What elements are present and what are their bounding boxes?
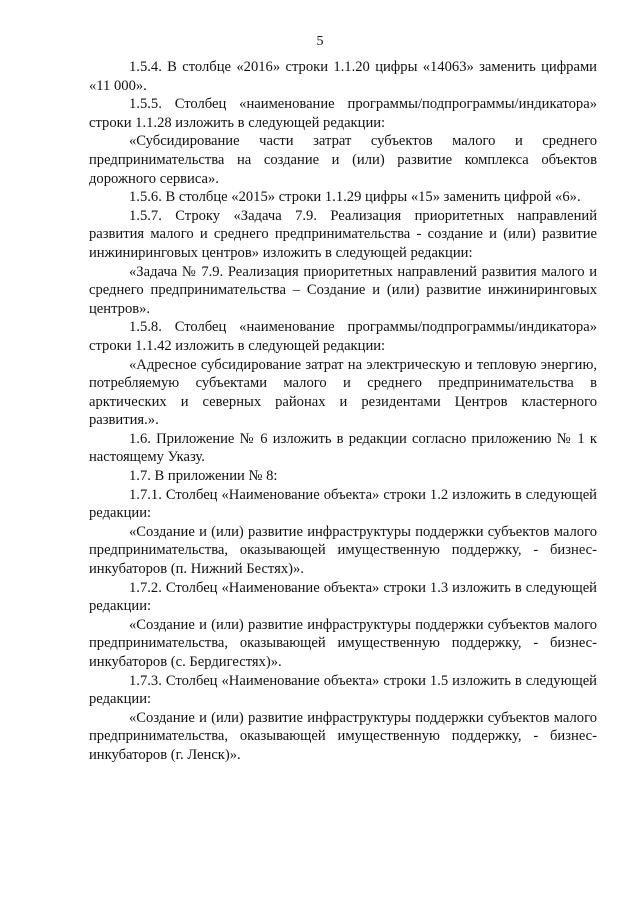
paragraph-1-5-6: 1.5.6. В столбце «2015» строки 1.1.29 цифры «15» заменить цифрой «6». [129, 189, 581, 206]
paragraph-1-7-2: 1.7.2. Столбец «Наименование объекта» строки 1.3 изложить в следующей редакции: [89, 579, 597, 615]
quoted-text: «Создание и (или) развитие инфраструктуры поддержки субъектов малого предпринимательства, оказывающей имущественную поддержку, - бизнес-инкубаторов (п. Нижний Бестях)». [89, 523, 597, 578]
document-body [89, 58, 597, 765]
quoted-text: «Задача № 7.9. Реализация приоритетных направлений развития малого и среднего предпринимательства – Создание и (или) развитие инжиниринговых центров». [89, 263, 597, 317]
quoted-text: «Субсидирование части затрат субъектов малого и среднего предпринимательства на создание и (или) развитие комплекса объектов дорожного сервиса». [89, 133, 597, 187]
page-number: 5 [316, 34, 324, 49]
paragraph-1-5-8: 1.5.8. Столбец «наименование программы/подпрограммы/индикатора» строки 1.1.42 изложить в следующей редакции: [89, 319, 597, 354]
quoted-text: «Создание и (или) развитие инфраструктуры поддержки субъектов малого предпринимательства, оказывающей имущественную поддержку, - бизнес-инкубаторов (с. Бердигестях)». [89, 616, 597, 670]
paragraph-1-7-1: 1.7.1. Столбец «Наименование объекта» строки 1.2 изложить в следующей редакции: [89, 486, 597, 522]
paragraph-1-7: 1.7. В приложении № 8: [129, 468, 278, 485]
paragraph-1-5-7: 1.5.7. Строку «Задача 7.9. Реализация приоритетных направлений развития малого и среднего предпринимательства - создание и (или) развитие инжиниринговых центров» изложить в следующей редакции: [89, 207, 597, 261]
quoted-text: «Создание и (или) развитие инфраструктуры поддержки субъектов малого предпринимательства, оказывающей имущественную поддержку, - бизнес-инкубаторов (г. Ленск)». [89, 709, 597, 763]
paragraph-1-5-4: 1.5.4. В столбце «2016» строки 1.1.20 цифры «14063» заменить цифрами «11 000». [89, 59, 597, 94]
paragraph-1-7-3: 1.7.3. Столбец «Наименование объекта» строки 1.5 изложить в следующей редакции: [89, 672, 597, 708]
quoted-text: «Адресное субсидирование затрат на электрическую и тепловую энергию, потребляемую субъектами малого и среднего предпринимательства в арктических и северных районах и резидентами Центров кластерного развития.». [89, 356, 597, 429]
paragraph-1-6: 1.6. Приложение № 6 изложить в редакции согласно приложению № 1 к настоящему Указу. [89, 430, 597, 466]
paragraph-1-5-5: 1.5.5. Столбец «наименование программы/подпрограммы/индикатора» строки 1.1.28 изложить в следующей редакции: [89, 96, 597, 131]
